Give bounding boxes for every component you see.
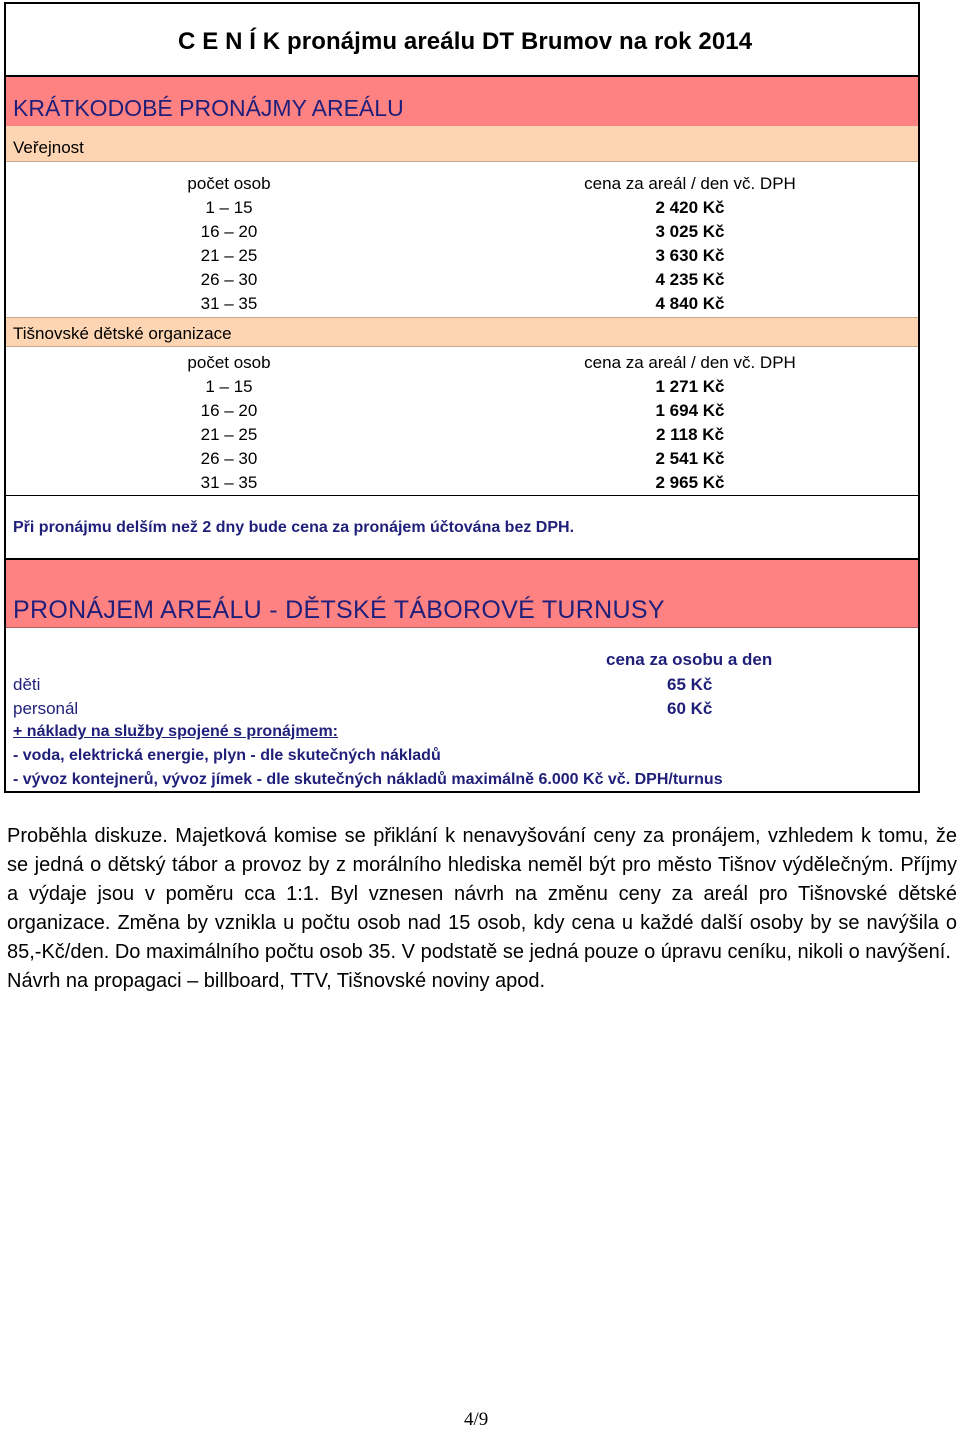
camps-row-price-2: 60 Kč bbox=[667, 699, 713, 718]
camps-row-label-2: personál bbox=[13, 699, 79, 718]
public-price-4: 4 235 Kč bbox=[655, 270, 725, 289]
orgs-price-5: 2 965 Kč bbox=[655, 473, 725, 492]
orgs-price-1: 1 271 Kč bbox=[655, 377, 725, 396]
public-persons-3: 21 – 25 bbox=[200, 246, 258, 265]
public-price-2: 3 025 Kč bbox=[655, 222, 725, 241]
orgs-col-price: cena za areál / den vč. DPH bbox=[584, 353, 796, 372]
camps-extra-heading: + náklady na služby spojené s pronájmem: bbox=[13, 723, 338, 740]
camps-extra-item-2: - vývoz kontejnerů, vývoz jímek - dle skutečných nákladů maximálně 6.000 Kč vč. DPH/turnus bbox=[13, 771, 723, 788]
orgs-price-2: 1 694 Kč bbox=[655, 401, 725, 420]
short-term-heading: KRÁTKODOBÉ PRONÁJMY AREÁLU bbox=[13, 95, 404, 121]
camps-heading: PRONÁJEM AREÁLU - DĚTSKÉ TÁBOROVÉ TURNUSY bbox=[13, 596, 665, 624]
public-price-1: 2 420 Kč bbox=[655, 198, 725, 217]
dph-note: Při pronájmu delším než 2 dny bude cena za pronájem účtována bez DPH. bbox=[13, 519, 575, 536]
public-persons-2: 16 – 20 bbox=[200, 222, 258, 241]
page-number: 4/9 bbox=[464, 1409, 489, 1430]
public-band bbox=[6, 126, 918, 162]
orgs-price-3: 2 118 Kč bbox=[655, 425, 725, 444]
page-title: C E N Í K pronájmu areálu DT Brumov na rok 2014 bbox=[178, 28, 753, 55]
orgs-persons-4: 26 – 30 bbox=[200, 449, 258, 468]
discussion-block bbox=[7, 822, 957, 996]
camps-col-price: cena za osobu a den bbox=[606, 650, 773, 669]
short-term-heading-band bbox=[6, 77, 918, 126]
camps-row-label-1: děti bbox=[13, 675, 41, 694]
table-divider bbox=[6, 495, 918, 496]
camps-row-price-1: 65 Kč bbox=[667, 675, 713, 694]
orgs-persons-1: 1 – 15 bbox=[205, 377, 253, 396]
orgs-persons-5: 31 – 35 bbox=[200, 473, 258, 492]
orgs-price-4: 2 541 Kč bbox=[655, 449, 725, 468]
public-col-price: cena za areál / den vč. DPH bbox=[584, 174, 796, 193]
proposal-line: Návrh na propagaci – billboard, TTV, Tišnovské noviny apod. bbox=[7, 970, 546, 992]
public-label: Veřejnost bbox=[13, 138, 84, 157]
public-persons-5: 31 – 35 bbox=[200, 294, 258, 313]
title-row bbox=[6, 4, 918, 77]
public-persons-1: 1 – 15 bbox=[205, 198, 253, 217]
public-price-5: 4 840 Kč bbox=[655, 294, 725, 313]
camps-heading-band bbox=[6, 560, 918, 628]
short-term-price-table bbox=[4, 2, 920, 560]
orgs-persons-3: 21 – 25 bbox=[200, 425, 258, 444]
orgs-label: Tišnovské dětské organizace bbox=[13, 324, 232, 343]
public-col-persons: počet osob bbox=[187, 174, 271, 193]
discussion-paragraph: Proběhla diskuze. Majetková komise se přiklání k nenavyšování ceny za pronájem, vzhledem k tomu, že se jedná o dětský tábor a provoz by z morálního hlediska neměl být pro město Tišnov výdělečným. Příjmy a výdaje jsou v poměru cca 1:1. Byl vznesen návrh na změnu ceny za areál pro Tišnovské dětské organizace. Změna by vznikla u počtu osob nad 15 osob, kdy cena u každé další osoby by se navýšila o 85,-Kč/den. Do maximálního počtu osob 35. V podstatě se jedná pouze o úpravu ceníku, nikoli o navýšení. bbox=[7, 825, 957, 963]
public-price-3: 3 630 Kč bbox=[655, 246, 725, 265]
public-persons-4: 26 – 30 bbox=[200, 270, 258, 289]
camp-price-table bbox=[4, 558, 920, 793]
orgs-persons-2: 16 – 20 bbox=[200, 401, 258, 420]
orgs-band bbox=[6, 317, 918, 347]
camps-extra-item-1: - voda, elektrická energie, plyn - dle skutečných nákladů bbox=[13, 747, 441, 764]
orgs-col-persons: počet osob bbox=[187, 353, 271, 372]
